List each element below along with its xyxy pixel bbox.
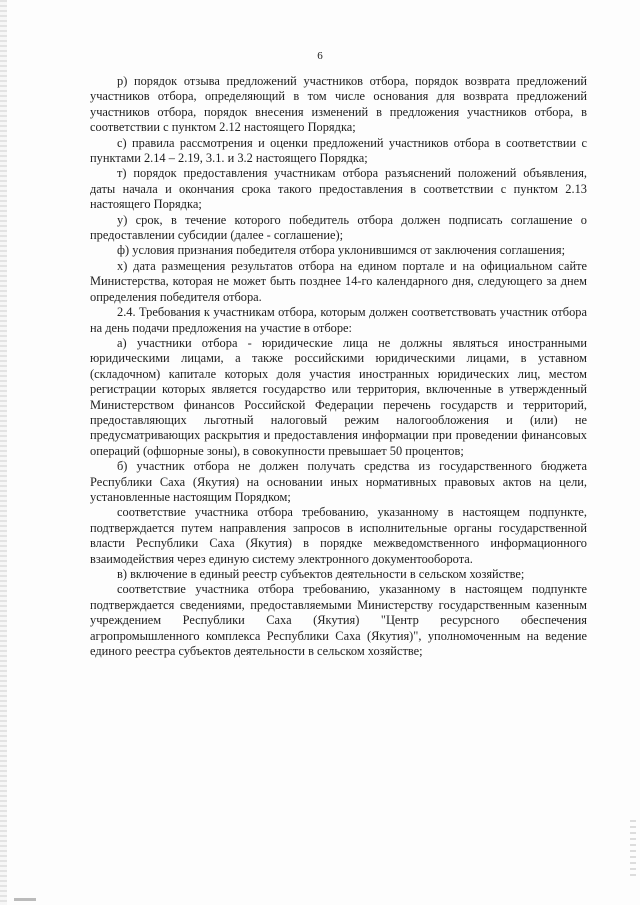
paragraph-s: с) правила рассмотрения и оценки предложений участников отбора в соответствии с пунктами 2.14 – 2.19, 3.1. и 3.2 настоящего Порядка; bbox=[90, 135, 587, 166]
paragraph-b: б) участник отбора не должен получать средства из государственного бюджета Республики Саха (Якутия) на основании иных нормативных правовых актов на цели, установленные настоящим Порядком; bbox=[90, 459, 587, 504]
paragraph-a: а) участники отбора - юридические лица не должны являться иностранными юридическими лицами, а также российскими юридическими лицами, в уставном (складочном) капитале которых доля участия иностранных юридических лиц, местом регистрации которых является государство или территория, включенные в утвержденный Министерством финансов Российской Федерации перечень государств и территорий, предоставляющих льготный налоговый режим налогообложения и (или) не предусматривающих раскрытия и предоставления информации при проведении финансовых операций (офшорные зоны), в совокупности превышает 50 процентов; bbox=[90, 335, 587, 458]
paragraph-u: у) срок, в течение которого победитель отбора должен подписать соглашение о предоставлении субсидии (далее - соглашение); bbox=[90, 212, 587, 243]
paragraph-r: р) порядок отзыва предложений участников отбора, порядок возврата предложений участников отбора, определяющий в том числе основания для возврата предложений участников отбора, порядок внесения изменений в предложения участников отбора, в соответствии с пунктом 2.12 настоящего Порядка; bbox=[90, 74, 587, 135]
scan-left-edge bbox=[0, 0, 7, 905]
paragraph-kh: х) дата размещения результатов отбора на едином портале и на официальном сайте Министерства, которая не может быть позднее 14-го календарного дня, следующего за днем определения победителя отбора. bbox=[90, 258, 587, 304]
scan-bottom-mark bbox=[14, 898, 36, 901]
page-number: 6 bbox=[317, 50, 323, 62]
paragraph-t: т) порядок предоставления участникам отбора разъяснений положений объявления, даты начала и окончания срока такого предоставления в соответствии с пунктом 2.13 настоящего Порядка; bbox=[90, 166, 587, 212]
paragraph-v: в) включение в единый реестр субъектов деятельности в сельском хозяйстве; bbox=[117, 567, 525, 581]
paragraph-2-4: 2.4. Требования к участникам отбора, которым должен соответствовать участник отбора на день подачи предложения на участие в отборе: bbox=[90, 305, 587, 335]
paragraph-f: ф) условия признания победителя отбора уклонившимся от заключения соглашения; bbox=[117, 243, 566, 258]
scan-right-marks bbox=[630, 820, 636, 880]
document-body bbox=[90, 74, 587, 659]
paragraph-v-compliance: соответствие участника отбора требованию, указанному в настоящем подпункте подтверждается сведениями, предоставляемыми Министерству государственным казенным учреждением Республики Саха (Якутия) "Центр ресурсного обеспечения агропромышленного комплекса Республики Саха (Якутия)", уполномоченным на ведение единого реестра субъектов деятельности в сельском хозяйстве; bbox=[90, 582, 587, 659]
paragraph-b-compliance: соответствие участника отбора требованию, указанному в настоящем подпункте, подтверждается путем направления запросов в исполнительные органы государственной власти Республики Саха (Якутия) в порядке межведомственного информационного взаимодействия через единую систему электронного документооборота. bbox=[90, 505, 587, 566]
